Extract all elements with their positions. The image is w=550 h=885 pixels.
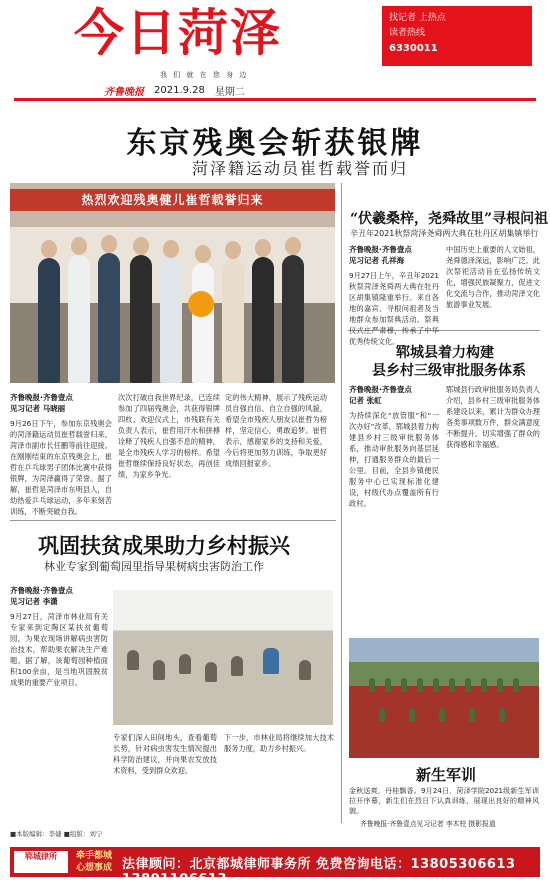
- lead-text-3: 定的伟大精神，展示了残疾运动员自强自信、自立自强的风貌，希望全市残疾人朋友以崔哲为榜样，坚定信心，勇敢追梦。崔哲表示，感谢家乡的支持和关爱，今后将更加努力训练，争取更好成绩回报家乡。: [225, 393, 327, 468]
- story4-column-3: [224, 732, 334, 754]
- lead-headline: 东京残奥会斩获银牌: [126, 126, 424, 161]
- lead-column-2: [118, 392, 220, 480]
- photo-person: [205, 662, 217, 682]
- lead-photo: [10, 183, 335, 383]
- story2-column-2: [446, 244, 540, 310]
- lead-byline: 齐鲁晚报·齐鲁壹点 见习记者 马晓丽: [10, 393, 73, 413]
- hotline-line1: 找记者 上热点: [389, 13, 446, 23]
- issue-meta: [104, 83, 245, 98]
- photo-person: [127, 650, 139, 670]
- issue-date: 2021.9.28: [154, 85, 205, 96]
- photo-person: [153, 660, 165, 680]
- photo-person: [192, 263, 214, 383]
- photo-person: [385, 678, 391, 692]
- photo-person: [417, 678, 423, 692]
- photo-person: [481, 678, 487, 692]
- photo-person: [499, 708, 505, 722]
- footer-ad-text: 法律顾问：北京都城律师事务所 免费咨询电话：13805306613 13801106613: [122, 857, 516, 885]
- lead-text-2: 次次打破自我世界纪录，已连续参加了四届残奥会，共获得银牌四枚。欢迎仪式上，市残联有关负责人表示，崔哲用汗水和拼搏诠释了残疾人自强不息的精神，是全市残疾人学习的榜样。希望崔哲继续保持良好状态，再创佳绩，为家乡争光。: [118, 393, 220, 479]
- section-divider: [10, 520, 336, 521]
- story4-text-1: 9月27日，菏泽市林业局有关专家来到定陶区某扶贫葡萄园，为果农现场讲解病虫害防治技术，帮助果农解决生产难题。据了解，该葡萄园种植面积100余亩，是当地巩固脱贫成果的重要产业项目。: [10, 612, 108, 687]
- photo-person: [369, 678, 375, 692]
- photo-person: [263, 648, 279, 674]
- story3-column-2: [446, 384, 540, 450]
- story2-text-1: 9月27日上午，辛丑年2021秋祭菏泽尧舜两大典在牡丹区胡集镇隆重举行。来自各地的嘉宾、寻根问祖者及当地群众参加祭典活动。祭典仪式庄严肃穆，传承了中华优秀传统文化。: [349, 271, 439, 346]
- story4-text-2: 专家们深入田间地头，查看葡萄长势，针对病虫害发生情况提出科学防治建议，并向果农发放技术资料，受到群众欢迎。: [113, 733, 217, 775]
- story3-headline: 郓城县着力构建: [396, 345, 494, 361]
- story5-credit: 齐鲁晚报·齐鲁壹点见习记者 李木柱 摄影报道: [360, 820, 496, 828]
- story4-column-1: [10, 585, 108, 688]
- story2-headline: “伏羲桑梓，尧舜故里”寻根问祖: [350, 211, 549, 227]
- footer-slogan-1: 牵手都城: [76, 851, 113, 861]
- story4-headline: 巩固扶贫成果助力乡村振兴: [38, 533, 290, 558]
- photo-person: [130, 255, 152, 383]
- masthead: [0, 0, 550, 100]
- story2-column-1: [349, 244, 439, 347]
- photo-person: [465, 678, 471, 692]
- photo-person: [160, 258, 182, 383]
- story4-photo: [113, 590, 333, 725]
- issue-weekday: 星期二: [214, 87, 245, 98]
- footer-slogan: [76, 850, 112, 874]
- story5-headline: 新生军训: [416, 766, 477, 784]
- story4-subheadline: 林业专家到葡萄园里指导果树病虫害防治工作: [44, 560, 264, 573]
- hotline-line2: 读者热线: [389, 28, 426, 38]
- photo-person: [299, 660, 311, 680]
- story4-byline: 齐鲁晚报·齐鲁壹点 见习记者 李潇: [10, 586, 73, 606]
- photo-person: [409, 708, 415, 722]
- lead-text-1: 9月26日下午，参加东京残奥会的菏泽籍运动员崔哲载誉归来，菏泽市副市长任鹏等前往迎接。在刚刚结束的东京残奥会上，崔哲在乒乓球男子团体比赛中获得银牌，为菏泽赢得了荣誉。据了解，崔哲是菏泽市东明县人，自幼热爱乒乓球运动，多年来刻苦训练，不断突破自我。: [10, 419, 112, 516]
- photo-person: [68, 255, 90, 383]
- story2-text-2: 中国历史上重要的人文始祖，尧舜德泽深远，影响广泛。此次祭祀活动旨在弘扬传统文化，增强民族凝聚力，促进文化交流与合作，推动菏泽文化旅游事业发展。: [446, 245, 540, 309]
- photo-person: [252, 257, 274, 383]
- masthead-rule: [14, 98, 536, 101]
- editor-credits: ■本版编辑：李婕 ■组版：刘宁: [10, 830, 103, 838]
- photo-person: [439, 708, 445, 722]
- story3-byline: 齐鲁晚报·齐鲁壹点 记者 张虹: [349, 385, 412, 405]
- photo-person: [231, 656, 243, 676]
- photo-person: [497, 678, 503, 692]
- story3-column-1: [349, 384, 439, 509]
- lead-subheadline: 菏泽籍运动员崔哲载誉而归: [192, 159, 409, 178]
- footer-ad-bar: [10, 847, 540, 885]
- story3-headline-2: 县乡村三级审批服务体系: [372, 363, 526, 379]
- photo-person: [379, 708, 385, 722]
- photo-person: [222, 259, 244, 383]
- story5-caption: 金秋送爽，丹桂飘香。9月24日，菏泽学院2021级新生军训拉开序幕，新生们在烈日下认真训练，展现出良好的精神风貌。: [349, 787, 539, 815]
- story3-text-1: 为持续深化“放管服”和“一次办好”改革，郓城县着力构建县乡村三级审批服务体系，推动审批服务向基层延伸，打通服务群众的最后一公里。目前，全县乡镇便民服务中心已实现标准化建设，村级代办点覆盖所有行政村。: [349, 411, 439, 508]
- photo-person: [513, 678, 519, 692]
- photo-person: [179, 654, 191, 674]
- story5-photo: [349, 638, 539, 758]
- welcome-banner: 热烈欢迎残奥健儿崔哲载誉归来: [10, 189, 335, 211]
- paper-name: 齐鲁晚报: [104, 87, 144, 98]
- photo-person: [433, 678, 439, 692]
- lead-column-3: [225, 392, 327, 469]
- photo-person: [38, 258, 60, 383]
- lead-column-1: [10, 392, 112, 517]
- photo-person: [98, 253, 120, 383]
- photo-person: [449, 678, 455, 692]
- paper-title: 今日菏泽: [74, 3, 282, 62]
- photo-person: [401, 678, 407, 692]
- story4-text-3: 下一步，市林业局将继续加大技术服务力度，助力乡村振兴。: [224, 733, 334, 753]
- footer-slogan-2: 心想事成: [76, 863, 113, 873]
- law-firm-logo: 郓城律所: [14, 851, 68, 873]
- photo-person: [469, 708, 475, 722]
- story2-subheadline: 辛丑年2021秋祭菏泽尧舜两大典在牡丹区胡集镇举行: [350, 229, 539, 238]
- story3-text-2: 郓城县行政审批服务局负责人介绍，县乡村三级审批服务体系建设以来，累计为群众办理各类事项数万件，群众满意度不断提升，切实增强了群众的获得感和幸福感。: [446, 385, 540, 449]
- hotline-number: 6330011: [389, 43, 438, 54]
- flower-bouquet: [188, 291, 214, 317]
- slogan: 我 们 就 在 您 身 边: [160, 71, 249, 79]
- photo-person: [282, 255, 304, 383]
- story2-byline: 齐鲁晚报·齐鲁壹点 见习记者 孔祥海: [349, 245, 412, 265]
- story4-column-2: [113, 732, 217, 776]
- column-divider: [341, 183, 342, 823]
- hotline-box: [382, 6, 532, 66]
